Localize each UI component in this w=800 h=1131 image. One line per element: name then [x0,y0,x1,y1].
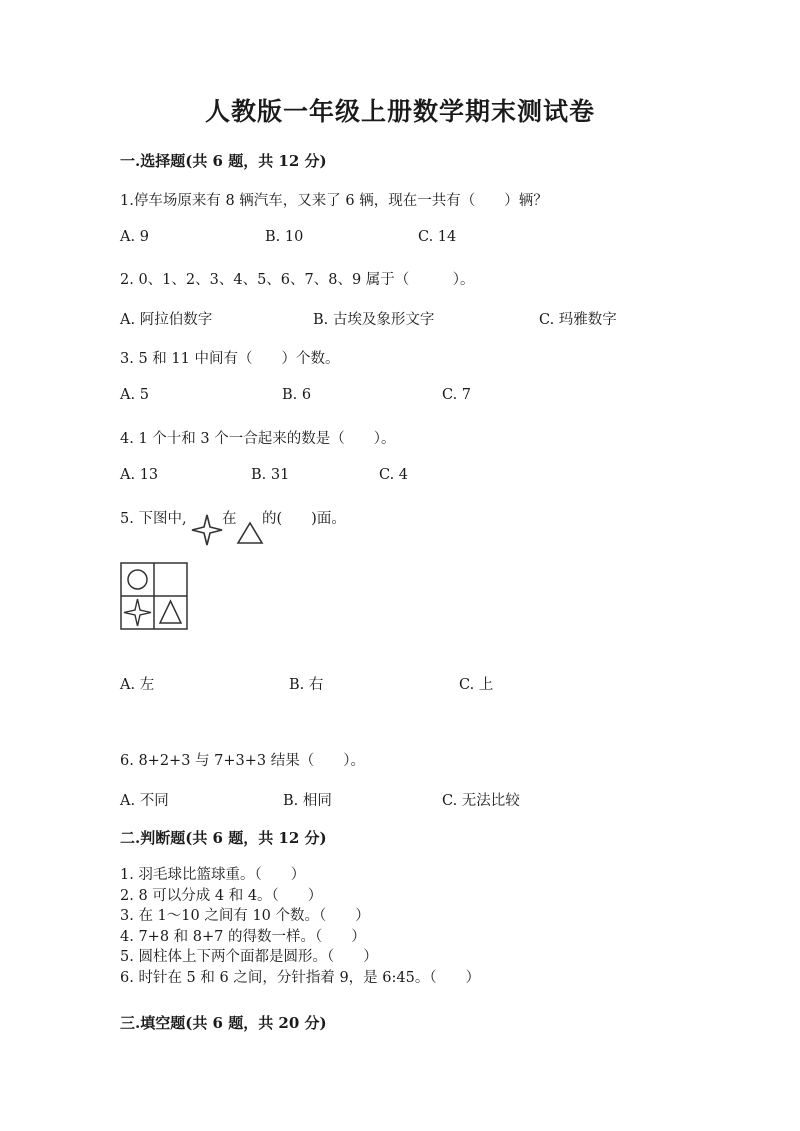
question-1-option-a: A. 9 [120,229,149,245]
question-5-text-end: 的( )面。 [262,511,346,527]
page-title: 人教版一年级上册数学期末测试卷 [204,97,595,126]
question-1-option-b: B. 10 [265,229,304,245]
section-heading-fill-in: 三.填空题(共 6 题，共 20 分) [120,1014,327,1032]
question-2-option-b: B. 古埃及象形文字 [313,312,435,328]
question-4-option-b: B. 31 [251,467,290,483]
question-3-option-c: C. 7 [442,387,472,403]
question-5-text-middle: 在 [222,511,237,527]
question-6-option-c: C. 无法比较 [442,793,520,809]
triangle-icon [236,521,264,545]
question-4-option-a: A. 13 [120,467,159,483]
question-2-option-a: A. 阿拉伯数字 [120,312,213,328]
question-5-option-a: A. 左 [120,677,155,693]
true-false-item: 3. 在 1～10 之间有 10 个数。（ ） [120,908,370,924]
shape-grid-figure [120,562,188,630]
section-heading-choice: 一.选择题(共 6 题，共 12 分) [120,152,327,170]
section-heading-true-false: 二.判断题(共 6 题，共 12 分) [120,829,327,847]
question-5-text-start: 5. 下图中, [120,511,187,527]
true-false-item: 5. 圆柱体上下两个面都是圆形。（ ） [120,949,378,965]
true-false-list [120,865,480,988]
true-false-item: 2. 8 可以分成 4 和 4。（ ） [120,887,323,904]
question-4-option-c: C. 4 [379,467,409,483]
question-3: 3. 5 和 11 中间有（ ）个数。 [120,351,340,367]
question-3-option-b: B. 6 [282,387,312,403]
question-3-option-a: A. 5 [120,387,149,403]
question-5-option-b: B. 右 [289,677,324,693]
question-6-option-b: B. 相同 [283,793,332,809]
question-4: 4. 1 个十和 3 个一合起来的数是（ ）。 [120,431,396,447]
true-false-item: 1. 羽毛球比篮球重。（ ） [120,867,306,883]
question-6: 6. 8+2+3 与 7+3+3 结果（ ）。 [120,753,365,769]
question-2-option-c: C. 玛雅数字 [539,312,617,328]
question-6-option-a: A. 不同 [120,793,169,809]
question-1-option-c: C. 14 [418,229,457,245]
question-2: 2. 0、1、2、3、4、5、6、7、8、9 属于（ ）。 [120,272,475,288]
question-5-option-c: C. 上 [459,677,494,693]
true-false-item: 4. 7+8 和 8+7 的得数一样。（ ） [120,928,366,945]
four-point-star-icon [191,514,223,546]
question-1: 1.停车场原来有 8 辆汽车，又来了 6 辆，现在一共有（ ）辆？ [120,193,548,209]
true-false-item: 6. 时针在 5 和 6 之间，分针指着 9，是 6:45。（ ） [120,969,481,986]
